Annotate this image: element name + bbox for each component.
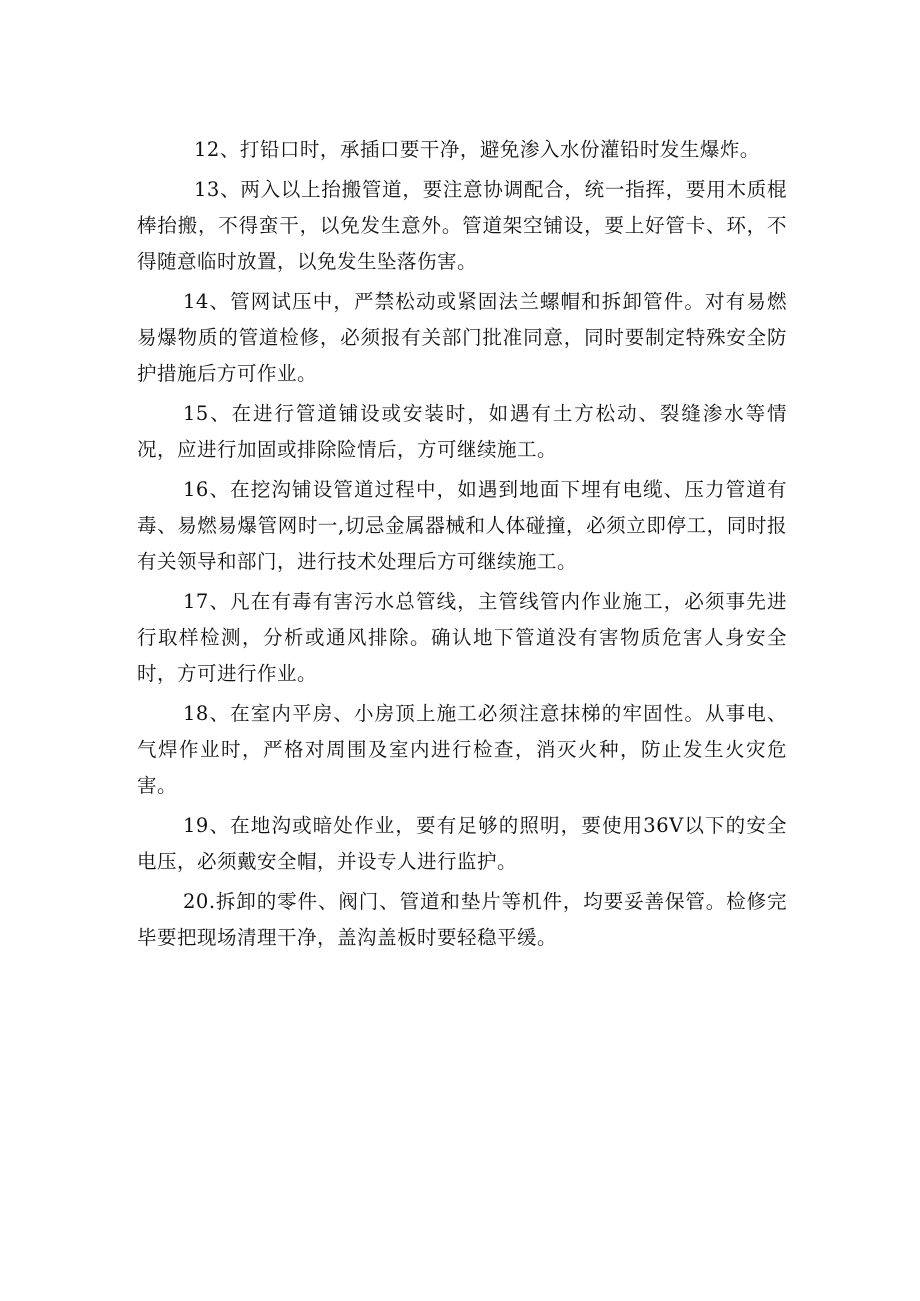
paragraph-15: 15、在进行管道铺设或安装时，如遇有土方松动、裂缝渗水等情况，应进行加固或排除险情后，方可继续施工。 [137,402,787,461]
paragraph-12: 12、打铅口时，承插口要干净，避免渗入水份灌铅时发生爆炸。 [194,138,760,161]
paragraph-16: 16、在挖沟铺设管道过程中，如遇到地面下埋有电缆、压力管道有毒、易燃易爆管网时一,切忌金属器械和人体碰撞，必须立即停工，同时报有关领导和部门，进行技术处理后方可继续施工。 [137,478,787,573]
document-body [137,132,787,960]
paragraph-14: 14、管网试压中，严禁松动或紧固法兰螺帽和拆卸管件。对有易燃易爆物质的管道检修，必须报有关部门批准同意，同时要制定特殊安全防护措施后方可作业。 [137,290,787,385]
paragraph-20: 20.拆卸的零件、阀门、管道和垫片等机件，均要妥善保管。检修完毕要把现场清理干净，盖沟盖板时要轻稳平缓。 [137,890,787,949]
paragraph-17: 17、凡在有毒有害污水总管线，主管线管内作业施工，必须事先进行取样检测，分析或通风排除。确认地下管道没有害物质危害人身安全时，方可进行作业。 [137,590,787,685]
paragraph-19: 19、在地沟或暗处作业，要有足够的照明，要使用36V以下的安全电压，必须戴安全帽，并设专人进行监护。 [137,814,787,873]
paragraph-18: 18、在室内平房、小房顶上施工必须注意抹梯的牢固性。从事电、气焊作业时，严格对周围及室内进行检查，消灭火种，防止发生火灾危害。 [137,702,787,797]
paragraph-13: 13、两入以上抬搬管道，要注意协调配合，统一指挥，要用木质棍棒抬搬，不得蛮干，以免发生意外。管道架空铺设，要上好管卡、环，不得随意临时放置，以免发生坠落伤害。 [137,178,787,273]
